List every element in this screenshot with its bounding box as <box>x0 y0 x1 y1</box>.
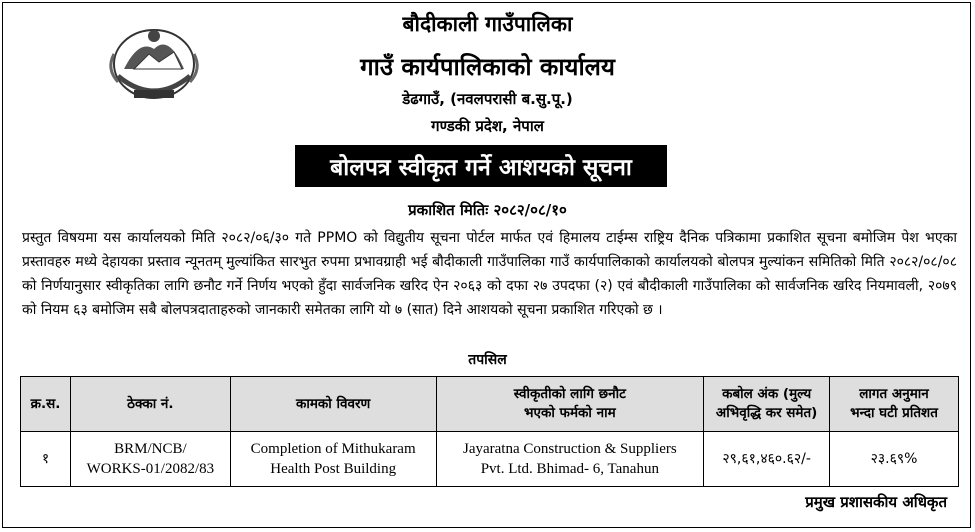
col-description: कामको विवरण <box>230 377 436 432</box>
col-bid-amount <box>704 377 830 432</box>
notice-body: प्रस्तुत विषयमा यस कार्यालयको मिति २०८२/०६/३० गते PPMO को विद्युतीय सूचना पोर्टल मार्फत एवं हिमालय टाईम्स राष्ट्रिय दैनिक पत्रिकामा प्रकाशित सूचना बमोजिम पेश भएका प्रस्तावहरु मध्ये देहायका प्रस्ताव न्यूनतम् मुल्यांकित सारभुत रुपमा प्रभावग्राही भई बौदीकाली गाउँपालिका गाउँ कार्यपालिकाको कार्यालयको बोलपत्र मुल्यांकन समितिको मिति २०८२/०८/०८ को निर्णयानुसार स्वीकृतिका लागि छनौट गर्ने निर्णय भएको हुँदा सार्वजनिक खरिद ऐन २०६३ को दफा २७ उपदफा (२) एवं बौदीकाली गाउँपालिका को सार्वजनिक खरिद नियमावली, २०७९ को नियम ६३ बमोजिम सबै बोलपत्रदाताहरुको जानकारी समेतका लागि यो ७ (सात) दिने आशयको सूचना प्रकाशित गरिएको छ । <box>22 230 957 318</box>
cell-sn: १ <box>21 432 71 487</box>
table-row <box>21 432 959 487</box>
office-name: गाउँ कार्यपालिकाको कार्यालय <box>360 53 615 81</box>
col-percent-line1: लागत अनुमान <box>859 386 929 402</box>
col-selected-firm-line1: स्वीकृतीको लागि छनौट <box>513 386 626 402</box>
cell-description <box>230 432 436 487</box>
cell-percent-below: २३.६९% <box>830 432 959 487</box>
col-percent-line2: भन्दा घटी प्रतिशत <box>850 405 938 421</box>
table-header-row <box>21 377 959 432</box>
cell-firm-line2: Pvt. Ltd. Bhimad- 6, Tanahun <box>480 461 659 477</box>
published-date: प्रकाशित मितिः २०८२/०८/१० <box>408 201 567 219</box>
col-selected-firm-line2: भएको फर्मको नाम <box>524 405 616 421</box>
col-bid-amount-line2: अभिवृद्धि कर समेत) <box>715 405 818 421</box>
municipality-name: बौदीकाली गाउँपालिका <box>402 12 573 36</box>
cell-bid-amount: २९,६१,४६०.६२/- <box>704 432 830 487</box>
cell-description-line1: Completion of Mithukaram <box>250 441 416 457</box>
col-percent-below <box>830 377 959 432</box>
col-selected-firm <box>436 377 704 432</box>
signatory-title: प्रमुख प्रशासकीय अधिकृत <box>805 493 947 511</box>
award-table <box>20 376 959 487</box>
cell-contract-no-line1: BRM/NCB/ <box>114 441 187 457</box>
cell-contract-no-line2: WORKS-01/2082/83 <box>86 461 215 477</box>
schedule-title: तपसिल <box>468 352 507 368</box>
office-address: डेढगाउँ, (नवलपरासी ब.सु.पू.) <box>402 90 573 108</box>
notice-title: बोलपत्र स्वीकृत गर्ने आशयको सूचना <box>295 145 667 187</box>
col-bid-amount-line1: कबोल अंक (मुल्य <box>722 386 812 402</box>
cell-firm <box>436 432 704 487</box>
col-sn: क्र.स. <box>21 377 71 432</box>
col-contract-no: ठेक्का नं. <box>70 377 230 432</box>
cell-description-line2: Health Post Building <box>270 461 397 477</box>
province-line: गण्डकी प्रदेश, नेपाल <box>431 117 544 135</box>
cell-contract-no <box>70 432 230 487</box>
cell-firm-line1: Jayaratna Construction & Suppliers <box>462 441 677 457</box>
